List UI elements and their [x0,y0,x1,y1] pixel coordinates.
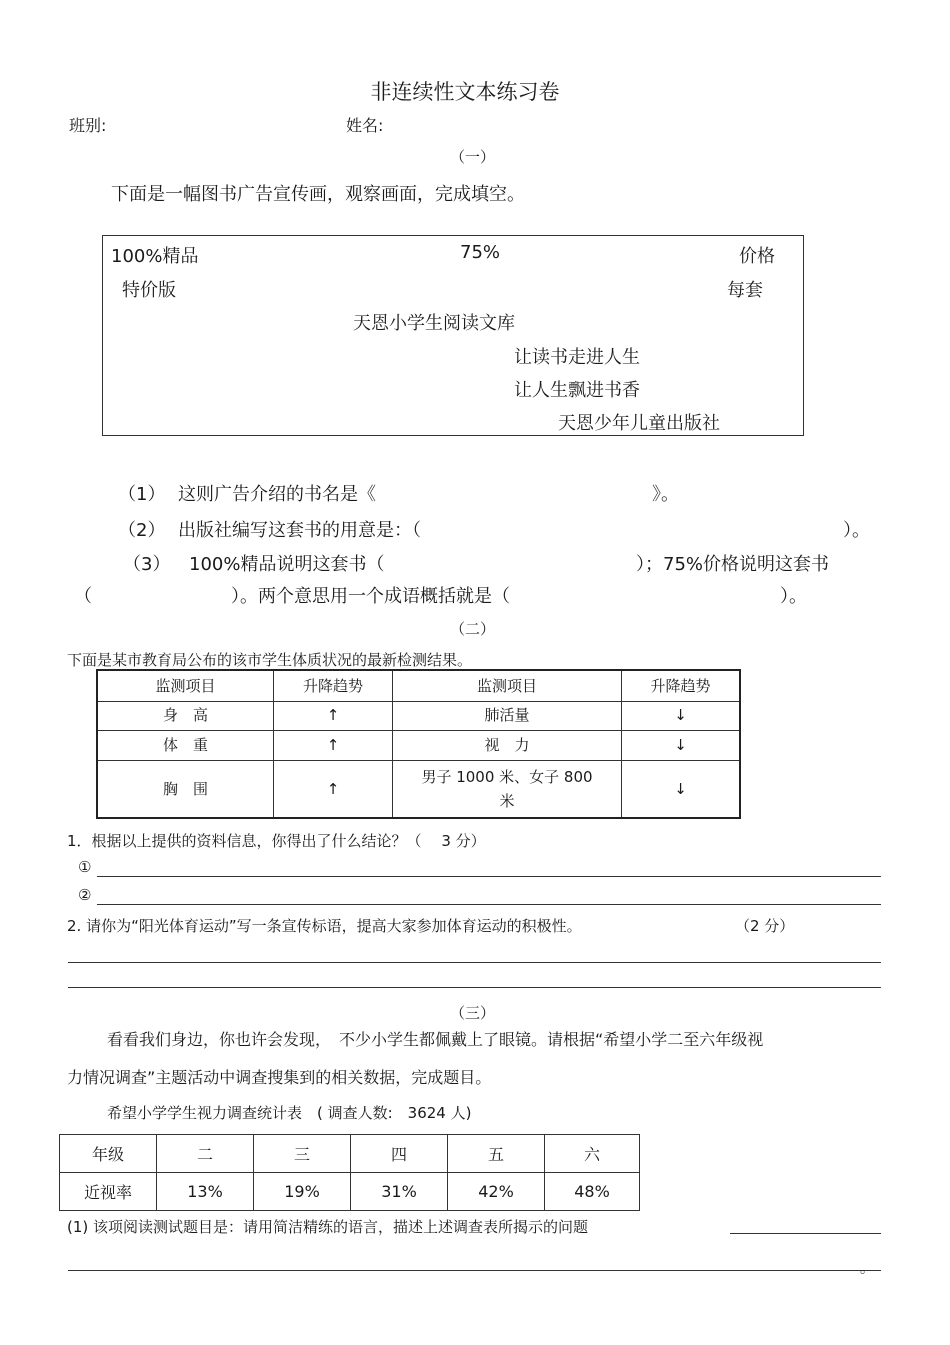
q3-line2-mid: ）。两个意思用一个成语概括就是（ [231,586,510,607]
grade-cell: 四 [351,1135,448,1173]
table-cell: 身 高 [97,701,274,730]
answer-line-2[interactable] [97,904,881,905]
section2-q2-score: （2 分） [735,917,795,935]
name-label: 姓名: [346,116,384,135]
rate-cell: 48% [545,1173,640,1211]
table-cell: 视 力 [393,730,622,760]
rate-cell: 31% [351,1173,448,1211]
q3-number: （3） [123,554,171,575]
up-arrow-icon: ↑ [274,730,393,760]
q2-end: ）。 [843,520,870,541]
down-arrow-icon: ↓ [622,730,741,760]
header-cell: 监测项目 [393,670,622,701]
q3-line2-end: ）。 [780,586,807,607]
ad-slogan-1: 让读书走进人生 [514,347,640,368]
q3-text: 100%精品说明这套书（ [189,554,385,575]
grade-label-cell: 年级 [60,1135,157,1173]
vision-table-title: 希望小学学生视力调查统计表 ( 调查人数: 3624 人) [107,1104,472,1122]
q1-end: 》。 [652,484,679,505]
rate-cell: 13% [157,1173,254,1211]
section2-heading: （二） [449,620,495,638]
table-row [97,701,740,730]
rate-cell: 19% [254,1173,351,1211]
down-arrow-icon: ↓ [622,701,741,730]
q2-text: 出版社编写这套书的用意是：（ [178,520,421,541]
answer-line-1[interactable] [97,876,881,877]
header-cell: 升降趋势 [622,670,741,701]
header-cell: 监测项目 [97,670,274,701]
book-advertisement [102,235,804,436]
up-arrow-icon: ↑ [274,701,393,730]
section1-heading: （一） [449,148,495,166]
answer-line-3[interactable] [68,962,881,963]
answer-line-5[interactable] [730,1233,881,1234]
q3-line2-start: （ [74,586,92,607]
q3-mid: ）；75%价格说明这套书 [636,554,830,575]
vision-survey-table [59,1134,640,1211]
answer-line-4[interactable] [68,987,881,988]
myopia-rate-row [60,1173,640,1211]
ad-per-set: 每套 [727,280,763,301]
up-arrow-icon: ↑ [274,760,393,818]
section2-q2: 2. 请你为“阳光体育运动”写一条宣传标语，提高大家参加体育运动的积极性。 [67,917,582,935]
fitness-results-table [96,669,741,819]
q1-text: 这则广告介绍的书名是《 [178,484,376,505]
rate-cell: 42% [448,1173,545,1211]
table-cell: 肺活量 [393,701,622,730]
grade-cell: 六 [545,1135,640,1173]
ad-quality-text: 100%精品 [111,246,199,267]
answer-marker-2: ② [78,886,92,904]
table-cell: 胸 围 [97,760,274,818]
answer-line-6[interactable] [68,1270,881,1271]
table-cell: 体 重 [97,730,274,760]
section3-paragraph-line2: 力情况调查”主题活动中调查搜集到的相关数据，完成题目。 [67,1068,492,1087]
table-row [97,730,740,760]
section2-q1: 1．根据以上提供的资料信息，你得出了什么结论？（ 3 分） [67,832,486,850]
section3-q1: (1) 该项阅读测试题目是：请用简洁精练的语言，描述上述调查表所揭示的问题 [67,1218,589,1236]
q1-number: （1） [118,484,166,505]
table-row [97,760,740,818]
rate-label-cell: 近视率 [60,1173,157,1211]
table-header-row [97,670,740,701]
section1-intro: 下面是一幅图书广告宣传画，观察画面，完成填空。 [111,184,525,205]
header-cell: 升降趋势 [274,670,393,701]
ad-percent-text: 75% [460,242,501,263]
ad-price-text: 价格 [739,246,775,267]
q2-number: （2） [118,520,166,541]
section3-heading: （三） [449,1004,495,1022]
table-cell: 男子 1000 米、女子 800 米 [393,760,622,818]
down-arrow-icon: ↓ [622,760,741,818]
grade-row [60,1135,640,1173]
grade-cell: 二 [157,1135,254,1173]
answer-marker-1: ① [78,858,92,876]
grade-cell: 五 [448,1135,545,1173]
ad-publisher: 天恩少年儿童出版社 [558,413,720,434]
ad-special-edition: 特价版 [122,280,176,301]
ad-slogan-2: 让人生飘进书香 [514,380,640,401]
ad-series-name: 天恩小学生阅读文库 [353,313,515,334]
section2-intro: 下面是某市教育局公布的该市学生体质状况的最新检测结果。 [67,651,473,669]
page-title: 非连续性文本练习卷 [370,80,560,104]
section3-paragraph-line1: 看看我们身边，你也许会发现， 不少小学生都佩戴上了眼镜。请根据“希望小学二至六年级视 [107,1030,764,1049]
closing-period: 。 [860,1261,874,1277]
grade-cell: 三 [254,1135,351,1173]
class-label: 班别: [69,116,107,135]
